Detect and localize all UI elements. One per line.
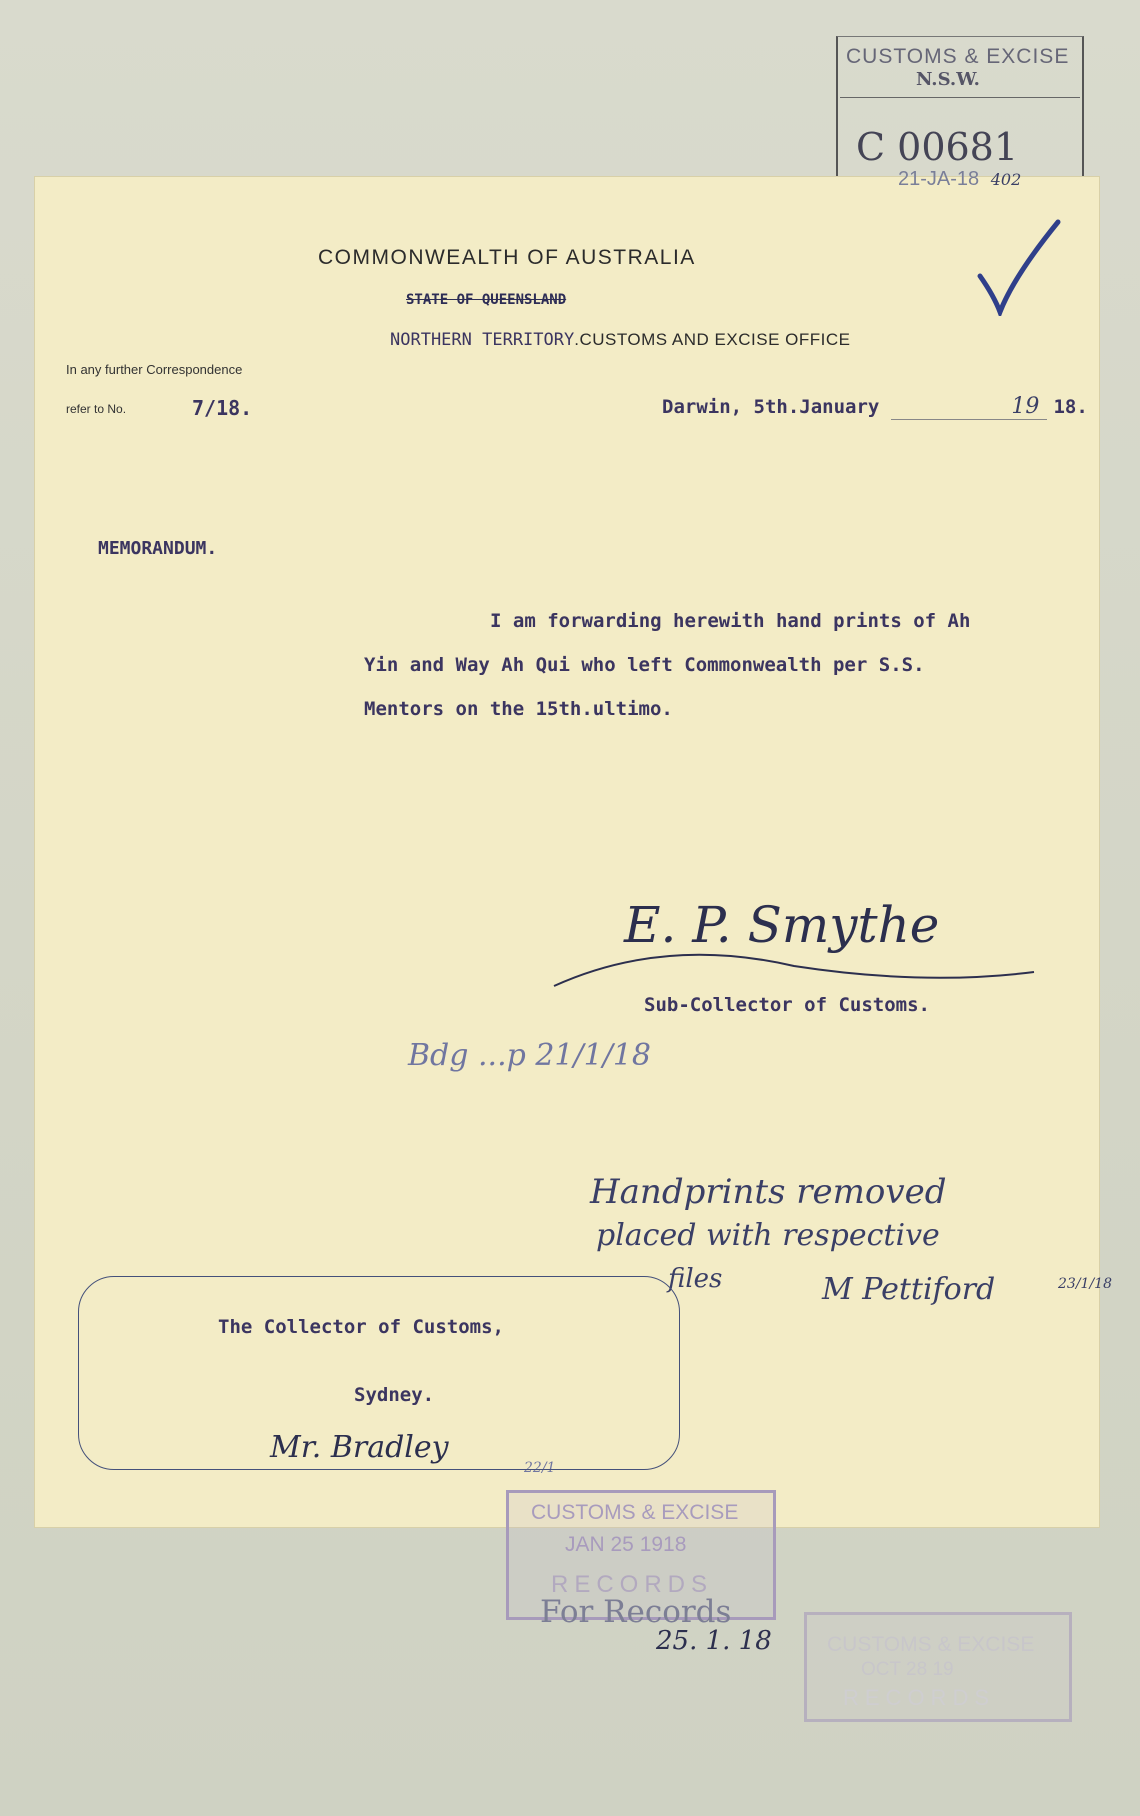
- oct-records-stamp: [804, 1612, 1072, 1722]
- body-line-1: I am forwarding herewith hand prints of Ah: [490, 610, 971, 632]
- letterhead-title: COMMONWEALTH OF AUSTRALIA: [318, 246, 696, 269]
- dateline-year-rule: [891, 394, 1047, 420]
- registry-stamp-date: [898, 168, 1021, 191]
- body-line-2: Yin and Way Ah Qui who left Commonwealth per S.S.: [364, 654, 925, 676]
- registry-stamp-line2: N.S.W.: [916, 69, 980, 90]
- letterhead-struck-state: STATE OF QUEENSLAND: [406, 292, 567, 308]
- records-stamp-line3: RECORDS: [551, 1571, 714, 1598]
- annotation-note-2-signature: M Pettiford: [822, 1272, 996, 1307]
- signatory-title: Sub-Collector of Customs.: [644, 994, 930, 1016]
- oct-stamp-line3: RECORDS: [843, 1685, 996, 1710]
- records-stamp-line2: JAN 25 1918: [565, 1533, 687, 1556]
- for-records-date: 25. 1. 18: [656, 1626, 772, 1656]
- letterhead-office: [390, 330, 850, 350]
- addressee-box: [78, 1276, 680, 1470]
- addressee-line-1: The Collector of Customs,: [218, 1316, 504, 1338]
- annotation-note-2-line-1: Handprints removed: [590, 1172, 947, 1212]
- annotation-note-2-line-2: placed with respective: [596, 1218, 940, 1253]
- reference-label-1: In any further Correspondence: [66, 362, 243, 377]
- dateline-place-date: Darwin, 5th.January: [662, 396, 880, 418]
- annotation-note-1: Bdg ...p 21/1/18: [408, 1038, 651, 1073]
- letterhead-office-printed: .CUSTOMS AND EXCISE OFFICE: [574, 330, 851, 349]
- registry-stamp-line1: CUSTOMS & EXCISE: [846, 45, 1070, 68]
- registry-stamp-date-text: 21-JA-18: [898, 168, 980, 190]
- letterhead-territory: NORTHERN TERRITORY: [390, 330, 575, 350]
- addressee-line-2: Sydney.: [354, 1384, 435, 1406]
- oct-stamp-line2: OCT 28 19: [861, 1659, 954, 1680]
- reference-label-2: refer to No.: [66, 402, 127, 416]
- annotation-note-2-line-3: files: [668, 1264, 723, 1294]
- checkmark-icon: [974, 216, 1064, 316]
- registry-stamp-divider: [840, 97, 1080, 98]
- body-line-3: Mentors on the 15th.ultimo.: [364, 698, 673, 720]
- oct-stamp-line1: CUSTOMS & EXCISE: [827, 1633, 1035, 1656]
- memo-heading: MEMORANDUM.: [98, 538, 218, 559]
- dateline-year-hand: 19: [1011, 394, 1040, 419]
- annotation-bottom-initials: 22/1: [524, 1460, 556, 1476]
- records-stamp-line1: CUSTOMS & EXCISE: [531, 1501, 739, 1524]
- annotation-bottom-name: Mr. Bradley: [270, 1430, 449, 1465]
- annotation-note-2-date: 23/1/18: [1058, 1276, 1112, 1292]
- dateline-year-typed: 18.: [1053, 396, 1088, 418]
- for-records-label: For Records: [540, 1594, 732, 1630]
- registry-stamp-note: 402: [990, 170, 1022, 189]
- signature: E. P. Smythe: [624, 896, 940, 954]
- reference-number: 7/18.: [192, 396, 253, 420]
- dateline: [662, 394, 1088, 420]
- registry-stamp-number: C 00681: [856, 125, 1019, 169]
